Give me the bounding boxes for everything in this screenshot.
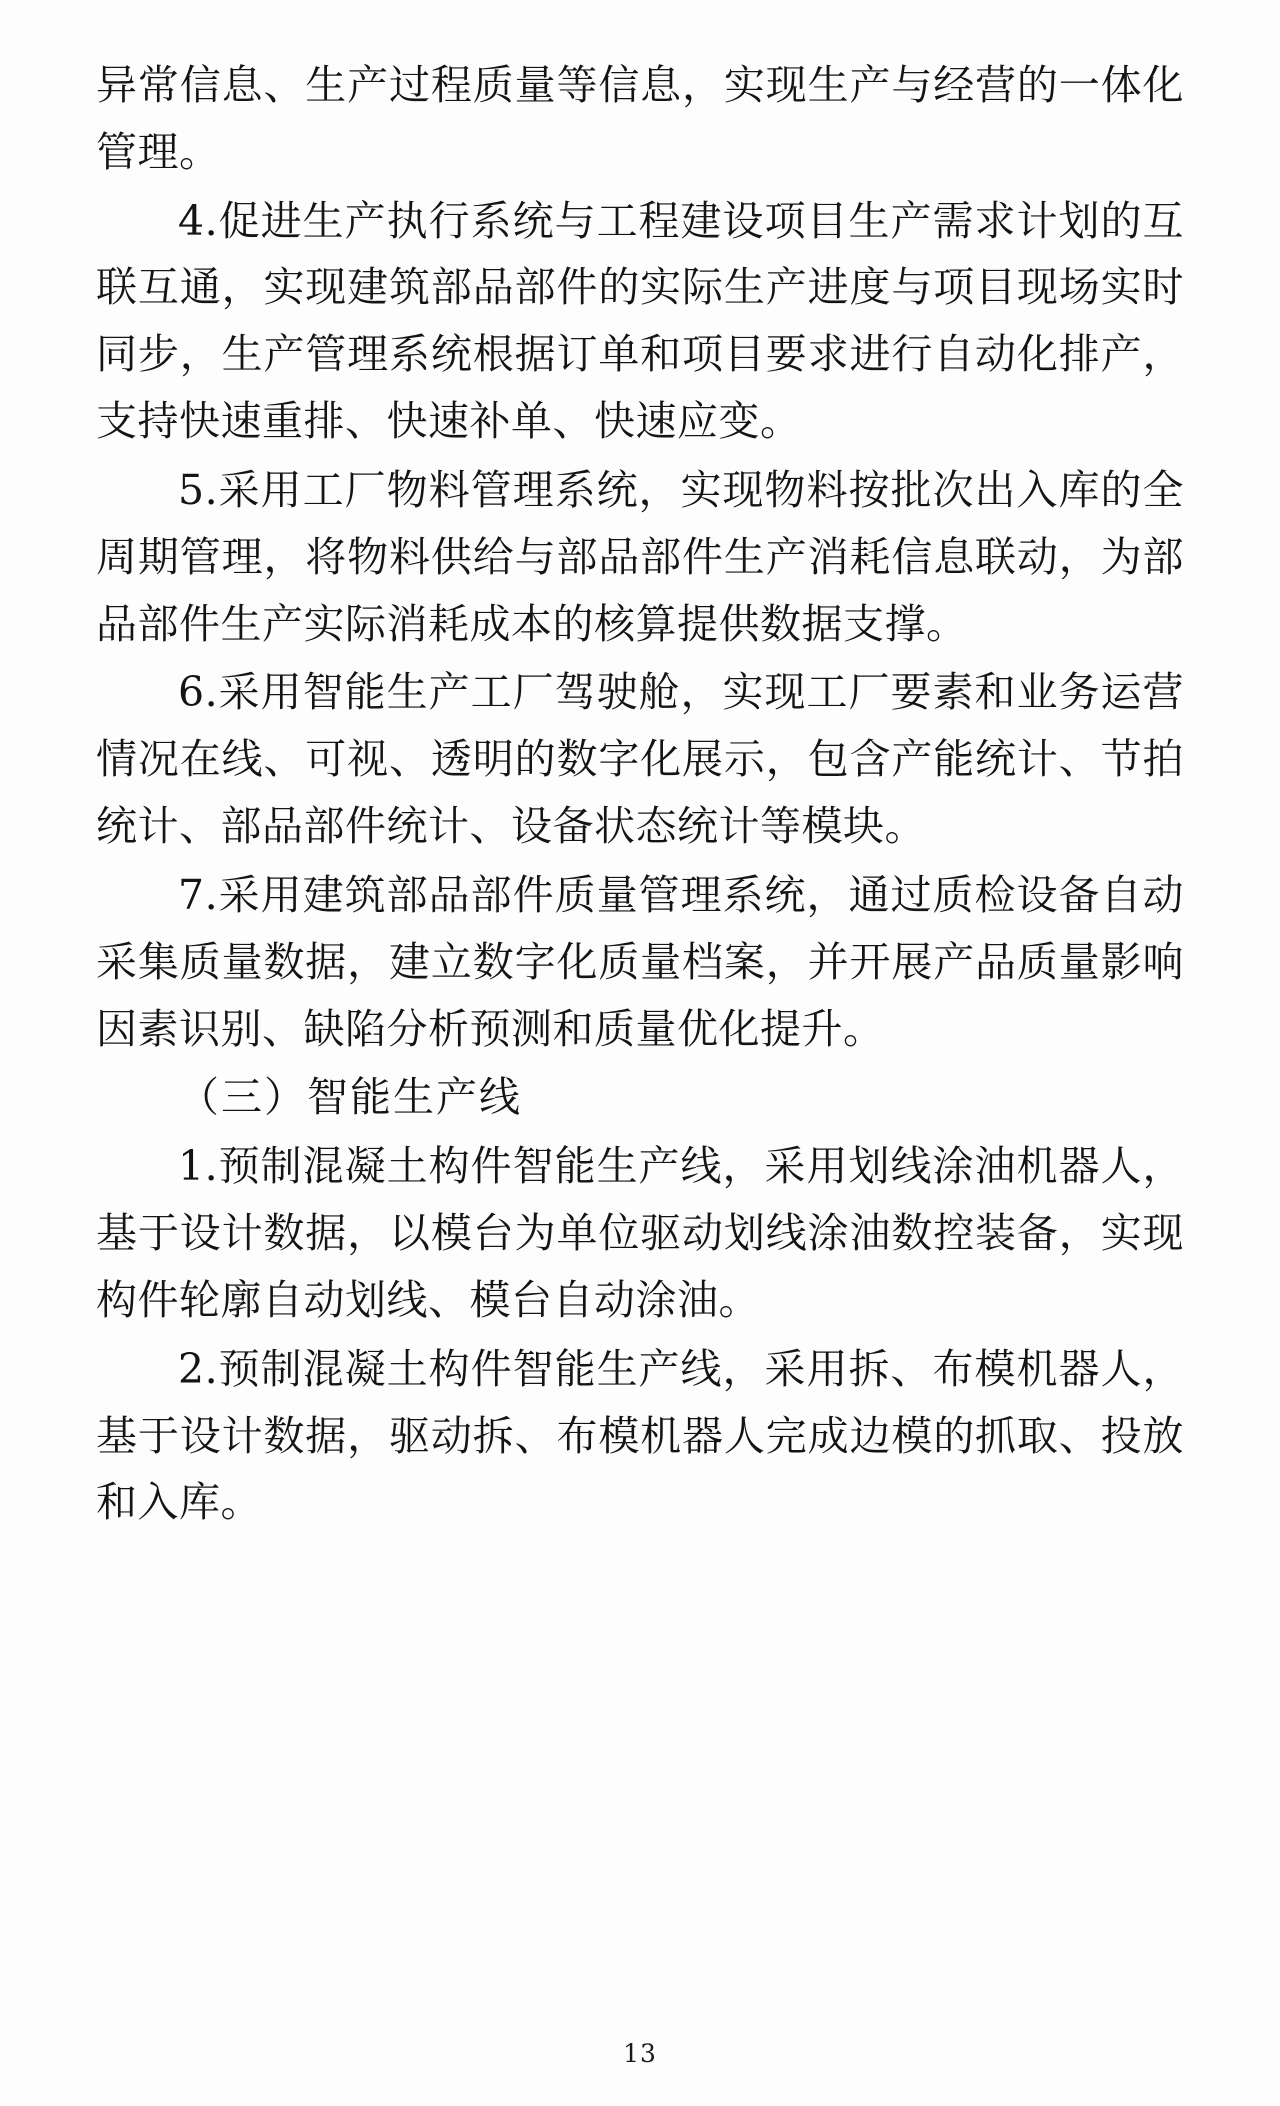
section-heading-smart-production-line: （三）智能生产线 xyxy=(178,1073,522,1122)
page-number: 13 xyxy=(623,2039,657,2068)
paragraph-line-1: 1.预制混凝土构件智能生产线，采用划线涂油机器人，基于设计数据，以模台为单位驱动划线涂油数控装备，实现构件轮廓自动划线、模台自动涂油。 xyxy=(96,1142,1184,1324)
paragraph-item-7: 7.采用建筑部品部件质量管理系统，通过质检设备自动采集质量数据，建立数字化质量档案，并开展产品质量影响因素识别、缺陷分析预测和质量优化提升。 xyxy=(96,870,1184,1053)
paragraph-continued: 异常信息、生产过程质量等信息，实现生产与经营的一体化管理。 xyxy=(96,61,1184,176)
document-body xyxy=(96,52,1184,1536)
paragraph-item-6: 6.采用智能生产工厂驾驶舱，实现工厂要素和业务运营情况在线、可视、透明的数字化展示，包含产能统计、节拍统计、部品部件统计、设备状态统计等模块。 xyxy=(96,668,1184,851)
paragraph-item-4: 4.促进生产执行系统与工程建设项目生产需求计划的互联互通，实现建筑部品部件的实际生产进度与项目现场实时同步，生产管理系统根据订单和项目要求进行自动化排产，支持快速重排、快速补单、快速应变。 xyxy=(96,196,1184,446)
paragraph-item-5: 5.采用工厂物料管理系统，实现物料按批次出入库的全周期管理，将物料供给与部品部件生产消耗信息联动，为部品部件生产实际消耗成本的核算提供数据支撑。 xyxy=(96,465,1184,648)
paragraph-line-2: 2.预制混凝土构件智能生产线，采用拆、布模机器人，基于设计数据，驱动拆、布模机器人完成边模的抓取、投放和入库。 xyxy=(96,1344,1184,1527)
